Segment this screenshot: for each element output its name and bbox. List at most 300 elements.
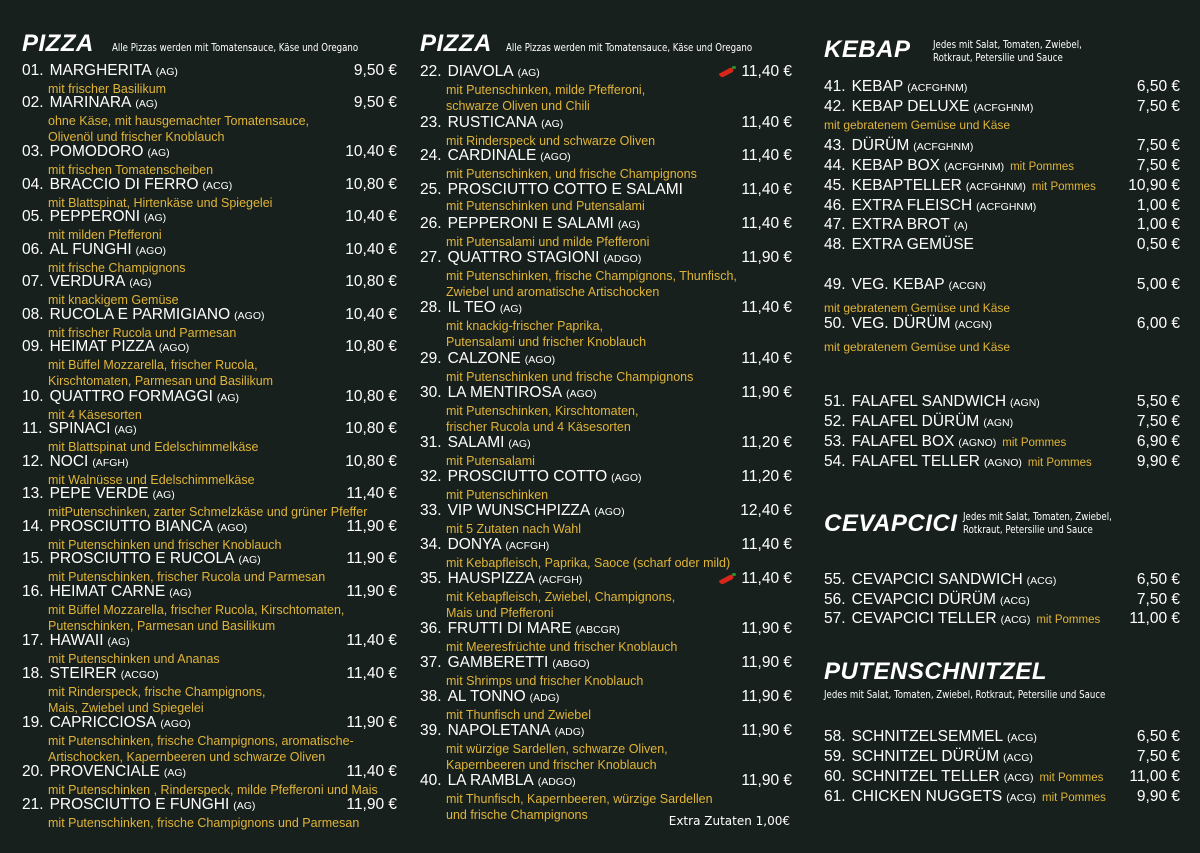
allergen-codes: (ADGO): [537, 776, 576, 788]
item-number: 46.: [824, 197, 846, 214]
menu-item[interactable]: [420, 468, 792, 503]
item-price: 11,90 €: [741, 620, 792, 637]
item-name: KEBAP BOX: [851, 157, 941, 174]
menu-item[interactable]: [420, 63, 792, 114]
item-number: 25.: [420, 181, 442, 198]
item-price: 7,50 €: [1136, 748, 1180, 765]
item-price: 9,50 €: [353, 62, 397, 79]
item-row: [824, 413, 1180, 432]
item-name: HAWAII: [49, 632, 104, 649]
item-name: EXTRA GEMÜSE: [851, 236, 974, 253]
menu-item[interactable]: [22, 518, 397, 553]
menu-item[interactable]: [22, 485, 397, 520]
menu-item[interactable]: [22, 208, 397, 243]
allergen-codes: (ADG): [529, 692, 560, 704]
allergen-codes: (AGO): [594, 506, 625, 518]
item-row: [420, 249, 792, 268]
menu-item[interactable]: [824, 137, 1180, 156]
item-price: 7,50 €: [1136, 98, 1180, 115]
item-row: [420, 502, 792, 521]
allergen-codes: (ABGO): [552, 658, 590, 670]
menu-item[interactable]: [420, 299, 792, 350]
item-price: 10,80 €: [345, 420, 397, 437]
item-description: mit Putenschinken, Kirschtomaten,: [446, 404, 639, 418]
item-name: EXTRA FLEISCH: [851, 197, 973, 214]
item-row: [420, 536, 792, 555]
item-number: 13.: [22, 485, 44, 502]
item-row: [22, 518, 397, 537]
menu-item[interactable]: [22, 796, 397, 831]
item-price: 11,90 €: [346, 518, 397, 535]
item-number: 19.: [22, 714, 44, 731]
menu-item[interactable]: [824, 788, 1180, 807]
menu-item[interactable]: [824, 315, 1180, 355]
allergen-codes: (ACG): [999, 595, 1030, 607]
allergen-codes: (AG): [155, 66, 178, 78]
menu-item[interactable]: [420, 688, 792, 723]
menu-item[interactable]: [824, 236, 1180, 253]
menu-item[interactable]: [420, 147, 792, 182]
price-wrap: [741, 620, 792, 637]
item-number: 05.: [22, 208, 44, 225]
item-price: 11,90 €: [346, 796, 397, 813]
menu-item[interactable]: [22, 143, 397, 178]
section-title: KEBAP: [824, 36, 911, 63]
item-number: 34.: [420, 536, 442, 553]
allergen-codes: (AGO): [135, 245, 167, 257]
item-row: [420, 688, 792, 707]
item-name: NOCI: [49, 453, 89, 470]
price-wrap: [1137, 197, 1180, 214]
item-description: mit knackigem Gemüse: [48, 293, 179, 307]
allergen-codes: (ACFGHNM): [944, 161, 1005, 173]
price-wrap: [1137, 98, 1180, 115]
price-wrap: [719, 63, 792, 80]
item-price: 11,90 €: [741, 722, 792, 739]
item-row: [824, 768, 1180, 787]
item-price: 11,90 €: [741, 772, 792, 789]
menu-item[interactable]: [22, 176, 397, 211]
item-number: 31.: [420, 434, 442, 451]
menu-item[interactable]: [22, 714, 397, 765]
item-description: mit Putenschinken, frische Champignons, Thunfisch,: [446, 269, 737, 283]
item-number: 61.: [824, 788, 846, 805]
item-row: [824, 216, 1180, 235]
item-number: 40.: [420, 772, 442, 789]
item-name: SCHNITZELSEMMEL: [851, 728, 1004, 745]
menu-item[interactable]: [22, 550, 397, 585]
allergen-codes: (ACFGH): [538, 574, 583, 586]
menu-item[interactable]: [824, 197, 1180, 216]
item-price: 6,50 €: [1136, 728, 1180, 745]
menu-item[interactable]: [22, 420, 397, 455]
item-price: 11,40 €: [741, 181, 792, 198]
item-description: mitPutenschinken, zarter Schmelzkäse und grüner Pfeffer: [48, 505, 368, 519]
menu-item[interactable]: [824, 748, 1180, 767]
item-description: mit Putenschinken, milde Pfefferoni,: [446, 83, 646, 97]
item-name: HEIMAT CARNE: [49, 583, 166, 600]
item-description: Putensalami und frischer Knoblauch: [446, 335, 647, 349]
menu-item[interactable]: [824, 216, 1180, 235]
item-number: 10.: [22, 388, 44, 405]
price-wrap: [346, 714, 397, 731]
item-name: SCHNITZEL TELLER: [851, 768, 1000, 785]
item-description: mit würzige Sardellen, schwarze Oliven,: [446, 742, 668, 756]
item-row: [420, 570, 792, 589]
price-wrap: [1137, 748, 1180, 765]
allergen-codes: (AG): [216, 392, 240, 404]
menu-item[interactable]: [420, 620, 792, 655]
menu-item[interactable]: [824, 98, 1180, 133]
item-description: mit Putenschinken, frischer Rucola und Parmesan: [48, 570, 326, 584]
allergen-codes: (ACFGHNM): [973, 102, 1034, 114]
menu-item[interactable]: [824, 453, 1180, 472]
menu-item[interactable]: [22, 453, 397, 488]
item-name: PROSCIUTTO E FUNGHI: [49, 796, 230, 813]
item-name: FALAFEL TELLER: [851, 453, 980, 470]
allergen-codes: (ACG): [1026, 575, 1057, 587]
item-description: mit Putenschinken und Putensalami: [446, 199, 645, 213]
item-number: 52.: [824, 413, 846, 430]
item-description: mit Putenschinken und Ananas: [48, 652, 220, 666]
price-wrap: [1137, 236, 1180, 253]
item-number: 09.: [22, 338, 44, 355]
item-description: mit Rinderspeck, frische Champignons,: [48, 685, 266, 699]
item-number: 55.: [824, 571, 846, 588]
menu-item[interactable]: [22, 273, 397, 308]
pizza-header-2: [420, 30, 806, 58]
item-name: FALAFEL DÜRÜM: [851, 413, 980, 430]
menu-item[interactable]: [22, 62, 397, 97]
item-number: 16.: [22, 583, 44, 600]
item-row: [22, 453, 397, 472]
item-price: 10,90 €: [1128, 177, 1180, 194]
item-description: mit Putenschinken , Rinderspeck, milde Pfefferoni und Mais: [48, 783, 378, 797]
item-number: 02.: [22, 94, 44, 111]
item-description: mit Putensalami: [446, 454, 535, 468]
item-name: GAMBERETTI: [447, 654, 549, 671]
item-number: 15.: [22, 550, 44, 567]
price-wrap: [1137, 216, 1180, 233]
item-description: Putenschinken, Parmesan und Basilikum: [48, 619, 276, 633]
item-description: mit frische Champignons: [48, 261, 186, 275]
item-number: 26.: [420, 215, 442, 232]
item-name: FALAFEL SANDWICH: [851, 393, 1007, 410]
chili-pepper-icon: [719, 68, 735, 76]
allergen-codes: (AGO): [158, 342, 190, 354]
item-price: 11,00 €: [1129, 768, 1180, 785]
price-wrap: [345, 241, 397, 258]
item-description: mit Thunfisch, Kapernbeeren, würzige Sardellen: [446, 792, 713, 806]
item-price: 11,40 €: [741, 63, 792, 80]
item-name: CAPRICCIOSA: [49, 714, 157, 731]
item-description: mit gebratenem Gemüse und Käse: [824, 118, 1011, 132]
allergen-codes: (AG): [233, 800, 256, 812]
item-number: 18.: [22, 665, 44, 682]
item-price: 6,50 €: [1136, 571, 1180, 588]
price-wrap: [1137, 788, 1180, 805]
item-price: 11,40 €: [346, 665, 397, 682]
item-name: PROSCIUTTO BIANCA: [49, 518, 213, 535]
item-row: [22, 632, 397, 651]
item-price: 10,40 €: [345, 306, 397, 323]
chili-pepper-icon: [719, 575, 735, 583]
menu-item[interactable]: [824, 413, 1180, 432]
item-price: 11,40 €: [741, 350, 792, 367]
item-row: [22, 94, 397, 113]
item-price: 11,40 €: [741, 215, 792, 232]
item-name: CARDINALE: [447, 147, 537, 164]
item-name: KEBAP DELUXE: [851, 98, 970, 115]
item-name: FALAFEL BOX: [851, 433, 955, 450]
item-row: [22, 420, 397, 439]
side-note: mit Pommes: [1042, 792, 1106, 804]
menu-item[interactable]: [824, 591, 1180, 610]
item-name: QUATTRO FORMAGGI: [49, 388, 213, 405]
price-wrap: [1137, 571, 1180, 588]
item-row: [22, 388, 397, 407]
item-description: mit frischer Basilikum: [48, 82, 167, 96]
menu-item[interactable]: [420, 502, 792, 537]
item-name: CEVAPCICI DÜRÜM: [851, 591, 996, 608]
menu-item[interactable]: [420, 114, 792, 149]
item-name: CALZONE: [447, 350, 521, 367]
section-subtitle: [933, 39, 1115, 65]
item-number: 22.: [420, 63, 442, 80]
price-wrap: [1137, 137, 1180, 154]
price-wrap: [346, 763, 397, 780]
item-row: [22, 763, 397, 782]
item-number: 39.: [420, 722, 442, 739]
item-name: VEG. KEBAP: [851, 276, 945, 293]
item-name: MARINARA: [49, 94, 132, 111]
menu-item[interactable]: [22, 338, 397, 389]
allergen-codes: (ACG): [1003, 772, 1034, 784]
item-price: 9,50 €: [353, 94, 397, 111]
item-name: QUATTRO STAGIONI: [447, 249, 600, 266]
price-wrap: [1137, 453, 1180, 470]
item-row: [824, 393, 1180, 412]
menu-item[interactable]: [22, 583, 397, 634]
item-price: 1,00 €: [1136, 197, 1180, 214]
item-price: 11,90 €: [741, 688, 792, 705]
item-name: HEIMAT PIZZA: [49, 338, 155, 355]
price-wrap: [354, 94, 397, 111]
menu-item[interactable]: [420, 215, 792, 250]
item-number: 47.: [824, 216, 846, 233]
allergen-codes: (AGO): [611, 472, 642, 484]
item-row: [22, 583, 397, 602]
item-name: LA MENTIROSA: [447, 384, 563, 401]
allergen-codes: (ACFGH): [505, 540, 550, 552]
price-wrap: [1128, 177, 1180, 194]
side-note: mit Pommes: [1027, 457, 1092, 469]
item-description: mit Blattspinat, Hirtenkäse und Spiegelei: [48, 196, 273, 210]
menu-item[interactable]: [22, 632, 397, 667]
item-name: SCHNITZEL DÜRÜM: [851, 748, 1000, 765]
item-description: mit frischer Rucola und Parmesan: [48, 326, 237, 340]
item-description: schwarze Oliven und Chili: [446, 99, 590, 113]
allergen-codes: (ACFGHNM): [913, 141, 974, 153]
allergen-codes: (ACGN): [948, 280, 986, 292]
item-number: 36.: [420, 620, 442, 637]
item-description: mit Thunfisch und Zwiebel: [446, 708, 591, 722]
price-wrap: [1137, 728, 1180, 745]
item-row: [824, 728, 1180, 747]
menu-item[interactable]: [22, 94, 397, 145]
price-wrap: [1137, 413, 1180, 430]
menu-item[interactable]: [420, 181, 792, 214]
section-title: PIZZA: [22, 30, 94, 57]
allergen-codes: (AG): [147, 147, 170, 159]
menu-item[interactable]: [420, 536, 792, 571]
price-wrap: [346, 485, 397, 502]
item-price: 11,90 €: [346, 583, 397, 600]
item-number: 53.: [824, 433, 846, 450]
item-name: PEPPERONI E SALAMI: [447, 215, 614, 232]
menu-item[interactable]: [824, 571, 1180, 590]
allergen-codes: (AG): [508, 438, 531, 450]
item-description: mit Kebapfleisch, Zwiebel, Champignons,: [446, 590, 676, 604]
price-wrap: [741, 772, 792, 789]
price-wrap: [346, 518, 397, 535]
item-name: HAUSPIZZA: [447, 570, 535, 587]
item-number: 60.: [824, 768, 846, 785]
menu-item[interactable]: [824, 276, 1180, 316]
item-price: 10,40 €: [345, 208, 397, 225]
price-wrap: [346, 550, 397, 567]
item-row: [824, 157, 1180, 176]
item-number: 07.: [22, 273, 44, 290]
item-row: [420, 468, 792, 487]
item-number: 59.: [824, 748, 846, 765]
item-description: mit Meeresfrüchte und frischer Knoblauch: [446, 640, 678, 654]
menu-item[interactable]: [420, 350, 792, 385]
item-row: [824, 137, 1180, 156]
price-wrap: [345, 388, 397, 405]
menu-item[interactable]: [420, 722, 792, 773]
menu-item[interactable]: [420, 654, 792, 689]
item-row: [420, 350, 792, 369]
item-name: CHICKEN NUGGETS: [851, 788, 1003, 805]
item-price: 11,40 €: [346, 632, 397, 649]
menu-item[interactable]: [420, 570, 792, 621]
menu-item[interactable]: [824, 768, 1180, 787]
item-row: [420, 114, 792, 133]
item-price: 7,50 €: [1136, 137, 1180, 154]
allergen-codes: (AG): [129, 277, 152, 289]
menu-item[interactable]: [420, 384, 792, 435]
item-number: 24.: [420, 147, 442, 164]
allergen-codes: (ACG): [1003, 752, 1033, 764]
item-price: 11,40 €: [346, 485, 397, 502]
item-row: [22, 273, 397, 292]
item-row: [824, 453, 1180, 472]
price-wrap: [741, 350, 792, 367]
item-description: frischer Rucola und 4 Käsesorten: [446, 420, 631, 434]
price-wrap: [345, 453, 397, 470]
price-wrap: [719, 570, 792, 587]
item-name: DONYA: [447, 536, 502, 553]
subtitle-line: Jedes mit Salat, Tomaten, Zwiebel,: [932, 39, 1082, 51]
menu-item[interactable]: [824, 78, 1180, 97]
item-number: 20.: [22, 763, 44, 780]
allergen-codes: (ACGO): [120, 669, 159, 681]
item-price: 10,80 €: [345, 176, 397, 193]
item-name: NAPOLETANA: [447, 722, 551, 739]
menu-item[interactable]: [824, 157, 1180, 176]
item-name: PROVENCIALE: [49, 763, 160, 780]
item-description: mit Kebapfleisch, Paprika, Saoce (scharf oder mild): [446, 556, 731, 570]
item-price: 11,40 €: [346, 763, 397, 780]
menu-item[interactable]: [824, 728, 1180, 747]
item-number: 11.: [22, 420, 43, 437]
item-number: 54.: [824, 453, 846, 470]
item-price: 11,90 €: [346, 714, 397, 731]
item-price: 11,40 €: [741, 299, 792, 316]
item-number: 41.: [824, 78, 846, 95]
allergen-codes: (AGO): [540, 151, 571, 163]
item-row: [824, 78, 1180, 97]
item-name: PROSCIUTTO COTTO E SALAMI: [447, 181, 683, 198]
item-name: KEBAP: [851, 78, 904, 95]
price-wrap: [741, 215, 792, 232]
menu-item[interactable]: [22, 306, 397, 341]
price-wrap: [354, 62, 397, 79]
item-row: [824, 610, 1180, 629]
side-note: mit Pommes: [1002, 437, 1067, 449]
item-name: FRUTTI DI MARE: [447, 620, 572, 637]
item-price: 6,90 €: [1136, 433, 1180, 450]
allergen-codes: (ADGO): [603, 253, 642, 265]
item-description: mit Büffel Mozzarella, frischer Rucola,: [48, 358, 258, 372]
section-title: CEVAPCICI: [824, 510, 958, 537]
section-title: PIZZA: [420, 30, 492, 57]
item-row: [22, 208, 397, 227]
menu-item[interactable]: [22, 388, 397, 423]
item-number: 45.: [824, 177, 846, 194]
item-row: [22, 485, 397, 504]
menu-item[interactable]: [420, 249, 792, 300]
item-name: STEIRER: [49, 665, 117, 682]
menu-item[interactable]: [22, 763, 397, 798]
menu-item[interactable]: [420, 434, 792, 469]
allergen-codes: (AGNO): [983, 457, 1022, 469]
item-price: 10,80 €: [345, 388, 397, 405]
allergen-codes: (AFGH): [92, 457, 129, 469]
item-name: DÜRÜM: [851, 137, 910, 154]
menu-item[interactable]: [22, 665, 397, 716]
item-number: 37.: [420, 654, 442, 671]
menu-item[interactable]: [824, 610, 1180, 629]
item-number: 12.: [22, 453, 44, 470]
menu-item[interactable]: [22, 241, 397, 276]
allergen-codes: (A): [953, 220, 968, 232]
menu-item[interactable]: [824, 177, 1180, 196]
menu-item[interactable]: [824, 393, 1180, 412]
item-price: 11,40 €: [741, 147, 792, 164]
allergen-codes: (ACG): [1007, 732, 1037, 744]
section-subtitle: Alle Pizzas werden mit Tomatensauce, Käse und Oregano: [506, 42, 753, 54]
menu-item[interactable]: [824, 433, 1180, 452]
allergen-codes: (AGO): [566, 388, 597, 400]
price-wrap: [345, 273, 397, 290]
section-subtitle: [963, 511, 1145, 537]
item-description: mit knackig-frischer Paprika,: [446, 319, 603, 333]
item-price: 7,50 €: [1136, 413, 1180, 430]
price-wrap: [345, 176, 397, 193]
allergen-codes: (AGO): [216, 522, 248, 534]
